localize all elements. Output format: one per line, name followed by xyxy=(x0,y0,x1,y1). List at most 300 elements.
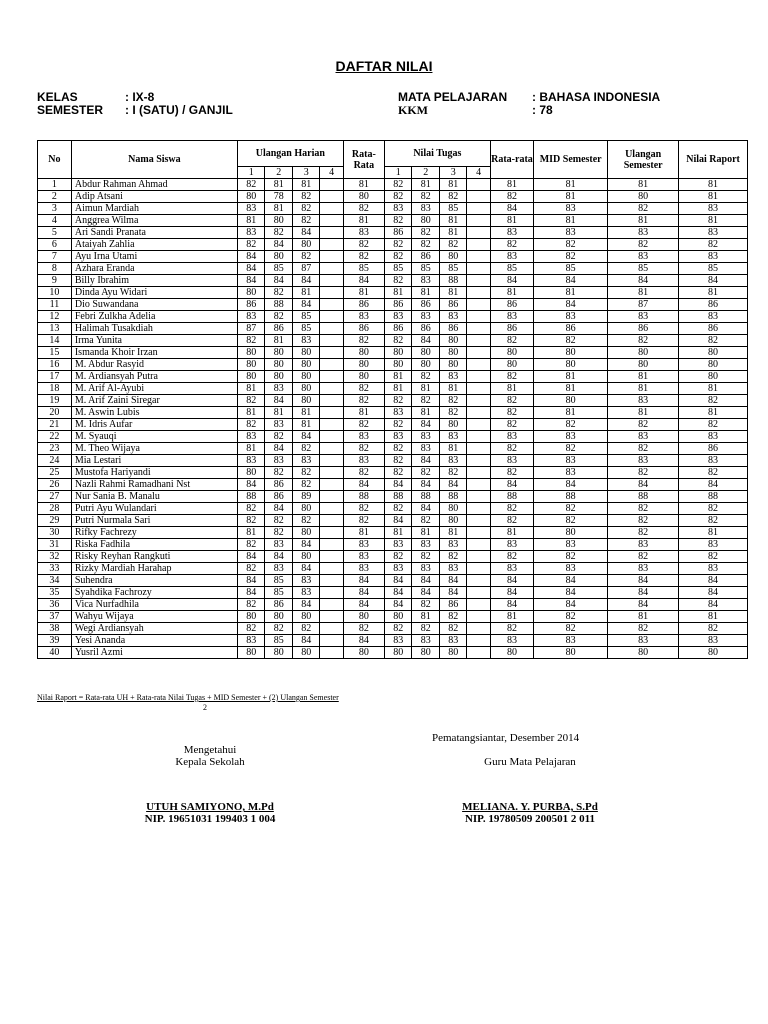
cell-us: 81 xyxy=(608,611,679,623)
table-row xyxy=(38,503,748,515)
cell-tugas-4 xyxy=(467,251,490,263)
cell-uh-3: 81 xyxy=(292,287,320,299)
headmaster-nip: NIP. 19651031 199403 1 004 xyxy=(144,813,276,825)
cell-tugas-4 xyxy=(467,539,490,551)
cell-raport: 84 xyxy=(679,599,748,611)
cell-uh-4 xyxy=(320,383,343,395)
cell-mid: 84 xyxy=(534,587,608,599)
cell-tugas-1: 82 xyxy=(384,251,412,263)
cell-uh-2: 84 xyxy=(265,551,293,563)
cell-rata-tugas: 84 xyxy=(490,275,533,287)
cell-rata-uh: 81 xyxy=(343,407,384,419)
cell-mid: 81 xyxy=(534,287,608,299)
cell-uh-2: 85 xyxy=(265,263,293,275)
cell-tugas-4 xyxy=(467,287,490,299)
cell-mid: 80 xyxy=(534,395,608,407)
cell-us: 83 xyxy=(608,431,679,443)
cell-mid: 84 xyxy=(534,479,608,491)
cell-uh-4 xyxy=(320,563,343,575)
cell-tugas-1: 82 xyxy=(384,335,412,347)
cell-mid: 80 xyxy=(534,647,608,659)
cell-uh-3: 82 xyxy=(292,203,320,215)
cell-raport: 84 xyxy=(679,587,748,599)
cell-us: 80 xyxy=(608,647,679,659)
cell-rata-uh: 84 xyxy=(343,599,384,611)
cell-tugas-2: 88 xyxy=(412,491,440,503)
raport-formula-divisor: 2 xyxy=(203,703,207,712)
cell-raport: 83 xyxy=(679,431,748,443)
cell-uh-1: 86 xyxy=(237,299,265,311)
cell-nama: Riska Fadhila xyxy=(71,539,237,551)
cell-raport: 80 xyxy=(679,647,748,659)
cell-raport: 83 xyxy=(679,539,748,551)
cell-rata-uh: 80 xyxy=(343,347,384,359)
cell-tugas-2: 83 xyxy=(412,635,440,647)
cell-tugas-4 xyxy=(467,563,490,575)
cell-mid: 83 xyxy=(534,635,608,647)
cell-tugas-4 xyxy=(467,383,490,395)
cell-tugas-1: 85 xyxy=(384,263,412,275)
cell-nama: M. Aswin Lubis xyxy=(71,407,237,419)
cell-tugas-1: 80 xyxy=(384,359,412,371)
cell-uh-1: 84 xyxy=(237,575,265,587)
cell-uh-2: 83 xyxy=(265,383,293,395)
cell-raport: 88 xyxy=(679,491,748,503)
table-row xyxy=(38,647,748,659)
cell-tugas-1: 82 xyxy=(384,443,412,455)
tugas-sub-4: 4 xyxy=(467,167,490,179)
cell-rata-uh: 84 xyxy=(343,587,384,599)
cell-raport: 81 xyxy=(679,179,748,191)
cell-no: 5 xyxy=(38,227,72,239)
cell-nama: Rizky Mardiah Harahap xyxy=(71,563,237,575)
cell-rata-uh: 82 xyxy=(343,251,384,263)
uh-sub-3: 3 xyxy=(292,167,320,179)
cell-uh-3: 80 xyxy=(292,647,320,659)
cell-tugas-4 xyxy=(467,275,490,287)
cell-rata-tugas: 80 xyxy=(490,359,533,371)
cell-tugas-3: 83 xyxy=(439,431,467,443)
cell-rata-tugas: 88 xyxy=(490,491,533,503)
col-header-no: No xyxy=(38,141,72,179)
cell-uh-1: 84 xyxy=(237,479,265,491)
cell-tugas-4 xyxy=(467,179,490,191)
cell-tugas-3: 84 xyxy=(439,575,467,587)
cell-no: 9 xyxy=(38,275,72,287)
cell-uh-1: 82 xyxy=(237,563,265,575)
cell-mid: 82 xyxy=(534,503,608,515)
cell-nama: Putri Ayu Wulandari xyxy=(71,503,237,515)
cell-us: 83 xyxy=(608,251,679,263)
cell-tugas-4 xyxy=(467,467,490,479)
cell-tugas-1: 86 xyxy=(384,227,412,239)
cell-us: 81 xyxy=(608,179,679,191)
cell-mid: 82 xyxy=(534,443,608,455)
cell-uh-3: 85 xyxy=(292,311,320,323)
cell-uh-2: 85 xyxy=(265,635,293,647)
cell-tugas-1: 81 xyxy=(384,287,412,299)
cell-us: 81 xyxy=(608,371,679,383)
cell-uh-4 xyxy=(320,251,343,263)
cell-raport: 82 xyxy=(679,335,748,347)
cell-uh-3: 81 xyxy=(292,407,320,419)
cell-us: 83 xyxy=(608,311,679,323)
cell-uh-3: 83 xyxy=(292,335,320,347)
cell-uh-4 xyxy=(320,587,343,599)
cell-uh-4 xyxy=(320,623,343,635)
cell-uh-1: 84 xyxy=(237,263,265,275)
cell-no: 13 xyxy=(38,323,72,335)
cell-mid: 82 xyxy=(534,623,608,635)
cell-mid: 80 xyxy=(534,359,608,371)
cell-uh-3: 82 xyxy=(292,479,320,491)
cell-mid: 84 xyxy=(534,575,608,587)
cell-tugas-4 xyxy=(467,503,490,515)
table-row xyxy=(38,335,748,347)
cell-rata-uh: 84 xyxy=(343,479,384,491)
cell-uh-1: 83 xyxy=(237,635,265,647)
cell-tugas-2: 82 xyxy=(412,599,440,611)
cell-mid: 83 xyxy=(534,203,608,215)
cell-uh-1: 83 xyxy=(237,431,265,443)
cell-nama: Yusril Azmi xyxy=(71,647,237,659)
table-row xyxy=(38,419,748,431)
cell-nama: Ismanda Khoir Irzan xyxy=(71,347,237,359)
cell-nama: Halimah Tusakdiah xyxy=(71,323,237,335)
cell-uh-2: 80 xyxy=(265,251,293,263)
cell-uh-4 xyxy=(320,239,343,251)
cell-uh-1: 82 xyxy=(237,335,265,347)
table-row xyxy=(38,203,748,215)
cell-nama: Irma Yunita xyxy=(71,335,237,347)
cell-us: 88 xyxy=(608,491,679,503)
cell-tugas-3: 80 xyxy=(439,347,467,359)
cell-rata-tugas: 84 xyxy=(490,599,533,611)
cell-uh-2: 80 xyxy=(265,371,293,383)
cell-rata-uh: 83 xyxy=(343,551,384,563)
cell-raport: 83 xyxy=(679,203,748,215)
cell-tugas-1: 82 xyxy=(384,239,412,251)
cell-no: 1 xyxy=(38,179,72,191)
cell-us: 80 xyxy=(608,191,679,203)
cell-rata-uh: 82 xyxy=(343,515,384,527)
cell-uh-4 xyxy=(320,635,343,647)
cell-raport: 82 xyxy=(679,551,748,563)
cell-tugas-2: 84 xyxy=(412,575,440,587)
cell-uh-3: 84 xyxy=(292,431,320,443)
cell-rata-tugas: 84 xyxy=(490,479,533,491)
cell-tugas-4 xyxy=(467,527,490,539)
left-role-1: Mengetahui xyxy=(183,744,237,756)
cell-mid: 85 xyxy=(534,263,608,275)
cell-uh-2: 81 xyxy=(265,335,293,347)
cell-raport: 81 xyxy=(679,191,748,203)
cell-tugas-1: 83 xyxy=(384,635,412,647)
cell-tugas-2: 84 xyxy=(412,455,440,467)
cell-tugas-3: 83 xyxy=(439,371,467,383)
cell-rata-uh: 84 xyxy=(343,575,384,587)
cell-nama: Ataiyah Zahlia xyxy=(71,239,237,251)
cell-tugas-2: 84 xyxy=(412,335,440,347)
cell-mid: 81 xyxy=(534,407,608,419)
cell-tugas-3: 88 xyxy=(439,491,467,503)
cell-uh-4 xyxy=(320,347,343,359)
cell-tugas-3: 81 xyxy=(439,227,467,239)
cell-raport: 84 xyxy=(679,479,748,491)
cell-uh-1: 81 xyxy=(237,407,265,419)
cell-tugas-1: 80 xyxy=(384,347,412,359)
cell-raport: 82 xyxy=(679,467,748,479)
cell-us: 80 xyxy=(608,347,679,359)
cell-tugas-3: 81 xyxy=(439,443,467,455)
cell-tugas-1: 82 xyxy=(384,191,412,203)
cell-no: 23 xyxy=(38,443,72,455)
cell-mid: 83 xyxy=(534,227,608,239)
cell-rata-tugas: 82 xyxy=(490,443,533,455)
cell-tugas-4 xyxy=(467,443,490,455)
cell-tugas-1: 83 xyxy=(384,407,412,419)
cell-uh-4 xyxy=(320,203,343,215)
teacher-nip: NIP. 19780509 200501 2 011 xyxy=(464,813,596,825)
cell-uh-1: 88 xyxy=(237,491,265,503)
cell-nama: M. Theo Wijaya xyxy=(71,443,237,455)
cell-uh-4 xyxy=(320,275,343,287)
cell-rata-uh: 83 xyxy=(343,563,384,575)
cell-uh-3: 80 xyxy=(292,551,320,563)
cell-rata-tugas: 84 xyxy=(490,587,533,599)
cell-rata-tugas: 83 xyxy=(490,227,533,239)
cell-tugas-4 xyxy=(467,479,490,491)
cell-tugas-3: 88 xyxy=(439,275,467,287)
cell-tugas-1: 82 xyxy=(384,419,412,431)
cell-tugas-3: 82 xyxy=(439,395,467,407)
tugas-sub-2: 2 xyxy=(412,167,440,179)
cell-no: 16 xyxy=(38,359,72,371)
table-row xyxy=(38,491,748,503)
cell-tugas-1: 81 xyxy=(384,383,412,395)
cell-uh-2: 86 xyxy=(265,491,293,503)
cell-uh-2: 82 xyxy=(265,311,293,323)
table-row xyxy=(38,467,748,479)
cell-uh-2: 85 xyxy=(265,587,293,599)
table-row xyxy=(38,191,748,203)
cell-uh-2: 81 xyxy=(265,407,293,419)
cell-uh-3: 80 xyxy=(292,503,320,515)
cell-tugas-2: 81 xyxy=(412,179,440,191)
cell-raport: 80 xyxy=(679,371,748,383)
cell-tugas-2: 81 xyxy=(412,383,440,395)
cell-uh-2: 83 xyxy=(265,455,293,467)
cell-tugas-3: 84 xyxy=(439,479,467,491)
cell-uh-4 xyxy=(320,359,343,371)
cell-rata-tugas: 86 xyxy=(490,299,533,311)
cell-rata-tugas: 81 xyxy=(490,287,533,299)
cell-uh-4 xyxy=(320,191,343,203)
cell-uh-1: 81 xyxy=(237,527,265,539)
cell-tugas-3: 81 xyxy=(439,179,467,191)
cell-uh-2: 82 xyxy=(265,287,293,299)
cell-rata-tugas: 81 xyxy=(490,179,533,191)
cell-tugas-4 xyxy=(467,419,490,431)
cell-mid: 81 xyxy=(534,191,608,203)
cell-rata-uh: 81 xyxy=(343,179,384,191)
cell-rata-tugas: 83 xyxy=(490,251,533,263)
cell-tugas-2: 82 xyxy=(412,515,440,527)
cell-nama: Yesi Ananda xyxy=(71,635,237,647)
cell-rata-uh: 84 xyxy=(343,635,384,647)
cell-uh-3: 85 xyxy=(292,323,320,335)
cell-tugas-4 xyxy=(467,203,490,215)
cell-uh-1: 82 xyxy=(237,239,265,251)
cell-tugas-1: 83 xyxy=(384,539,412,551)
cell-uh-2: 86 xyxy=(265,599,293,611)
cell-nama: Rifky Fachrezy xyxy=(71,527,237,539)
cell-tugas-1: 88 xyxy=(384,491,412,503)
cell-uh-3: 82 xyxy=(292,251,320,263)
cell-tugas-1: 82 xyxy=(384,467,412,479)
cell-us: 83 xyxy=(608,635,679,647)
right-role: Guru Mata Pelajaran xyxy=(484,756,576,768)
cell-tugas-1: 82 xyxy=(384,179,412,191)
cell-mid: 83 xyxy=(534,467,608,479)
cell-nama: Ari Sandi Pranata xyxy=(71,227,237,239)
cell-uh-4 xyxy=(320,431,343,443)
cell-no: 38 xyxy=(38,623,72,635)
cell-us: 83 xyxy=(608,227,679,239)
cell-uh-3: 84 xyxy=(292,635,320,647)
cell-uh-4 xyxy=(320,599,343,611)
cell-mid: 80 xyxy=(534,347,608,359)
cell-tugas-3: 82 xyxy=(439,611,467,623)
cell-us: 83 xyxy=(608,539,679,551)
cell-rata-tugas: 81 xyxy=(490,611,533,623)
cell-uh-3: 84 xyxy=(292,539,320,551)
cell-uh-4 xyxy=(320,371,343,383)
cell-no: 20 xyxy=(38,407,72,419)
cell-no: 34 xyxy=(38,575,72,587)
cell-uh-2: 82 xyxy=(265,467,293,479)
cell-raport: 81 xyxy=(679,383,748,395)
cell-uh-3: 82 xyxy=(292,443,320,455)
cell-uh-4 xyxy=(320,227,343,239)
cell-tugas-2: 83 xyxy=(412,311,440,323)
cell-tugas-1: 80 xyxy=(384,647,412,659)
kelas-label: KELAS xyxy=(37,90,78,104)
cell-rata-tugas: 84 xyxy=(490,575,533,587)
cell-uh-3: 80 xyxy=(292,347,320,359)
cell-us: 82 xyxy=(608,443,679,455)
cell-tugas-3: 85 xyxy=(439,263,467,275)
cell-rata-tugas: 86 xyxy=(490,323,533,335)
col-header-nilai-raport: Nilai Raport xyxy=(679,141,748,179)
cell-raport: 81 xyxy=(679,215,748,227)
cell-nama: Suhendra xyxy=(71,575,237,587)
cell-nama: Vica Nurfadhila xyxy=(71,599,237,611)
cell-rata-uh: 80 xyxy=(343,371,384,383)
cell-uh-3: 80 xyxy=(292,527,320,539)
cell-uh-4 xyxy=(320,503,343,515)
page-title: DAFTAR NILAI xyxy=(335,58,433,74)
cell-uh-3: 82 xyxy=(292,515,320,527)
cell-tugas-1: 82 xyxy=(384,503,412,515)
cell-tugas-2: 86 xyxy=(412,299,440,311)
cell-raport: 83 xyxy=(679,455,748,467)
cell-raport: 81 xyxy=(679,527,748,539)
cell-rata-uh: 83 xyxy=(343,227,384,239)
cell-no: 28 xyxy=(38,503,72,515)
cell-no: 36 xyxy=(38,599,72,611)
kelas-value: : IX-8 xyxy=(125,90,155,104)
cell-rata-tugas: 85 xyxy=(490,263,533,275)
cell-mid: 81 xyxy=(534,371,608,383)
table-row xyxy=(38,323,748,335)
cell-tugas-4 xyxy=(467,575,490,587)
cell-us: 82 xyxy=(608,335,679,347)
cell-tugas-4 xyxy=(467,323,490,335)
cell-raport: 83 xyxy=(679,563,748,575)
cell-uh-3: 83 xyxy=(292,587,320,599)
cell-tugas-1: 82 xyxy=(384,215,412,227)
cell-tugas-3: 84 xyxy=(439,587,467,599)
cell-rata-uh: 82 xyxy=(343,503,384,515)
cell-rata-uh: 80 xyxy=(343,191,384,203)
cell-uh-1: 82 xyxy=(237,419,265,431)
table-row xyxy=(38,263,748,275)
cell-tugas-1: 81 xyxy=(384,371,412,383)
cell-us: 84 xyxy=(608,575,679,587)
cell-uh-4 xyxy=(320,467,343,479)
cell-no: 29 xyxy=(38,515,72,527)
table-row xyxy=(38,275,748,287)
cell-uh-3: 84 xyxy=(292,599,320,611)
cell-raport: 82 xyxy=(679,515,748,527)
cell-tugas-3: 81 xyxy=(439,383,467,395)
cell-rata-uh: 80 xyxy=(343,359,384,371)
cell-tugas-3: 83 xyxy=(439,563,467,575)
cell-uh-2: 80 xyxy=(265,347,293,359)
cell-tugas-1: 82 xyxy=(384,275,412,287)
cell-tugas-3: 82 xyxy=(439,467,467,479)
cell-tugas-2: 82 xyxy=(412,371,440,383)
cell-tugas-4 xyxy=(467,635,490,647)
cell-tugas-1: 82 xyxy=(384,455,412,467)
cell-uh-3: 87 xyxy=(292,263,320,275)
cell-mid: 83 xyxy=(534,431,608,443)
grades-table xyxy=(37,140,748,659)
cell-uh-3: 84 xyxy=(292,227,320,239)
cell-nama: Azhara Eranda xyxy=(71,263,237,275)
cell-rata-tugas: 82 xyxy=(490,419,533,431)
cell-uh-1: 80 xyxy=(237,287,265,299)
cell-no: 30 xyxy=(38,527,72,539)
cell-us: 83 xyxy=(608,563,679,575)
cell-rata-uh: 82 xyxy=(343,383,384,395)
cell-tugas-3: 82 xyxy=(439,239,467,251)
cell-tugas-1: 84 xyxy=(384,599,412,611)
cell-uh-2: 86 xyxy=(265,479,293,491)
cell-tugas-2: 82 xyxy=(412,623,440,635)
cell-rata-uh: 80 xyxy=(343,647,384,659)
cell-tugas-2: 82 xyxy=(412,467,440,479)
cell-rata-uh: 83 xyxy=(343,455,384,467)
cell-us: 84 xyxy=(608,275,679,287)
cell-us: 82 xyxy=(608,419,679,431)
cell-uh-2: 84 xyxy=(265,395,293,407)
cell-uh-2: 80 xyxy=(265,215,293,227)
col-header-rata-rata-tugas: Rata-rata xyxy=(490,141,533,179)
cell-uh-4 xyxy=(320,215,343,227)
col-header-nilai-tugas: Nilai Tugas xyxy=(384,141,490,167)
